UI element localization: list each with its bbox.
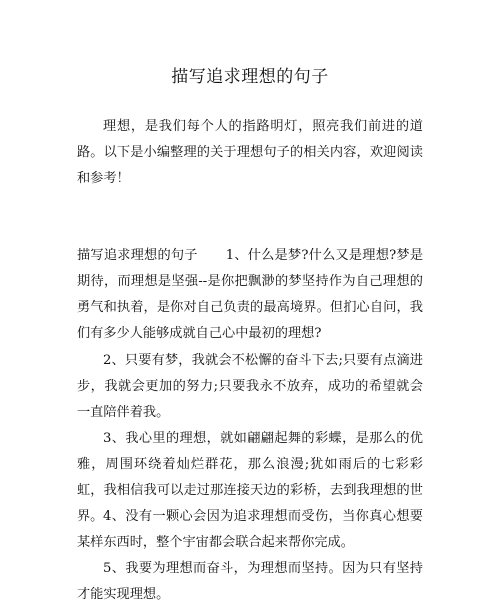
list-item-text: 5、我要为理想而奋斗，为理想而坚持。因为只有坚持才能实现理想。 bbox=[77, 561, 423, 602]
intro-text: 理想，是我们每个人的指路明灯，照亮我们前进的道路。以下是小编整理的关于理想句子的相关内容，欢迎阅读和参考！ bbox=[77, 119, 423, 186]
list-item-text: 3、我心里的理想，就如翩翩起舞的彩蝶，是那么的优雅，周围环绕着灿烂群花，那么浪漫;犹如雨后的七彩彩虹，我相信我可以走过那连接天边的彩桥，去到我理想的世界。 bbox=[77, 431, 423, 524]
list-item-text: 1、什么是梦?什么又是理想?梦是期待，而理想是坚强--是你把飘渺的梦坚持作为自己理想的勇气和执着，是你对自己负责的最高境界。但扪心自问，我们有多少人能够成就自己心中最初的理想? bbox=[77, 248, 424, 341]
list-item bbox=[77, 556, 423, 608]
list-item bbox=[77, 348, 423, 426]
list-item-text: 4、没有一颗心会因为追求理想而受伤，当你真心想要某样东西时，整个宇宙都会联合起来帮你完成。 bbox=[77, 509, 423, 550]
list-item bbox=[77, 504, 423, 556]
document-title: 描写追求理想的句子 bbox=[171, 67, 329, 87]
list-item-text: 2、只要有梦，我就会不松懈的奋斗下去;只要有点滴进步，我就会更加的努力;只要我永不放弃，成功的希望就会一直陪伴着我。 bbox=[77, 353, 423, 420]
section-heading: 描写追求理想的句子 bbox=[77, 248, 198, 263]
list-item bbox=[77, 243, 423, 347]
intro-paragraph bbox=[77, 114, 423, 192]
